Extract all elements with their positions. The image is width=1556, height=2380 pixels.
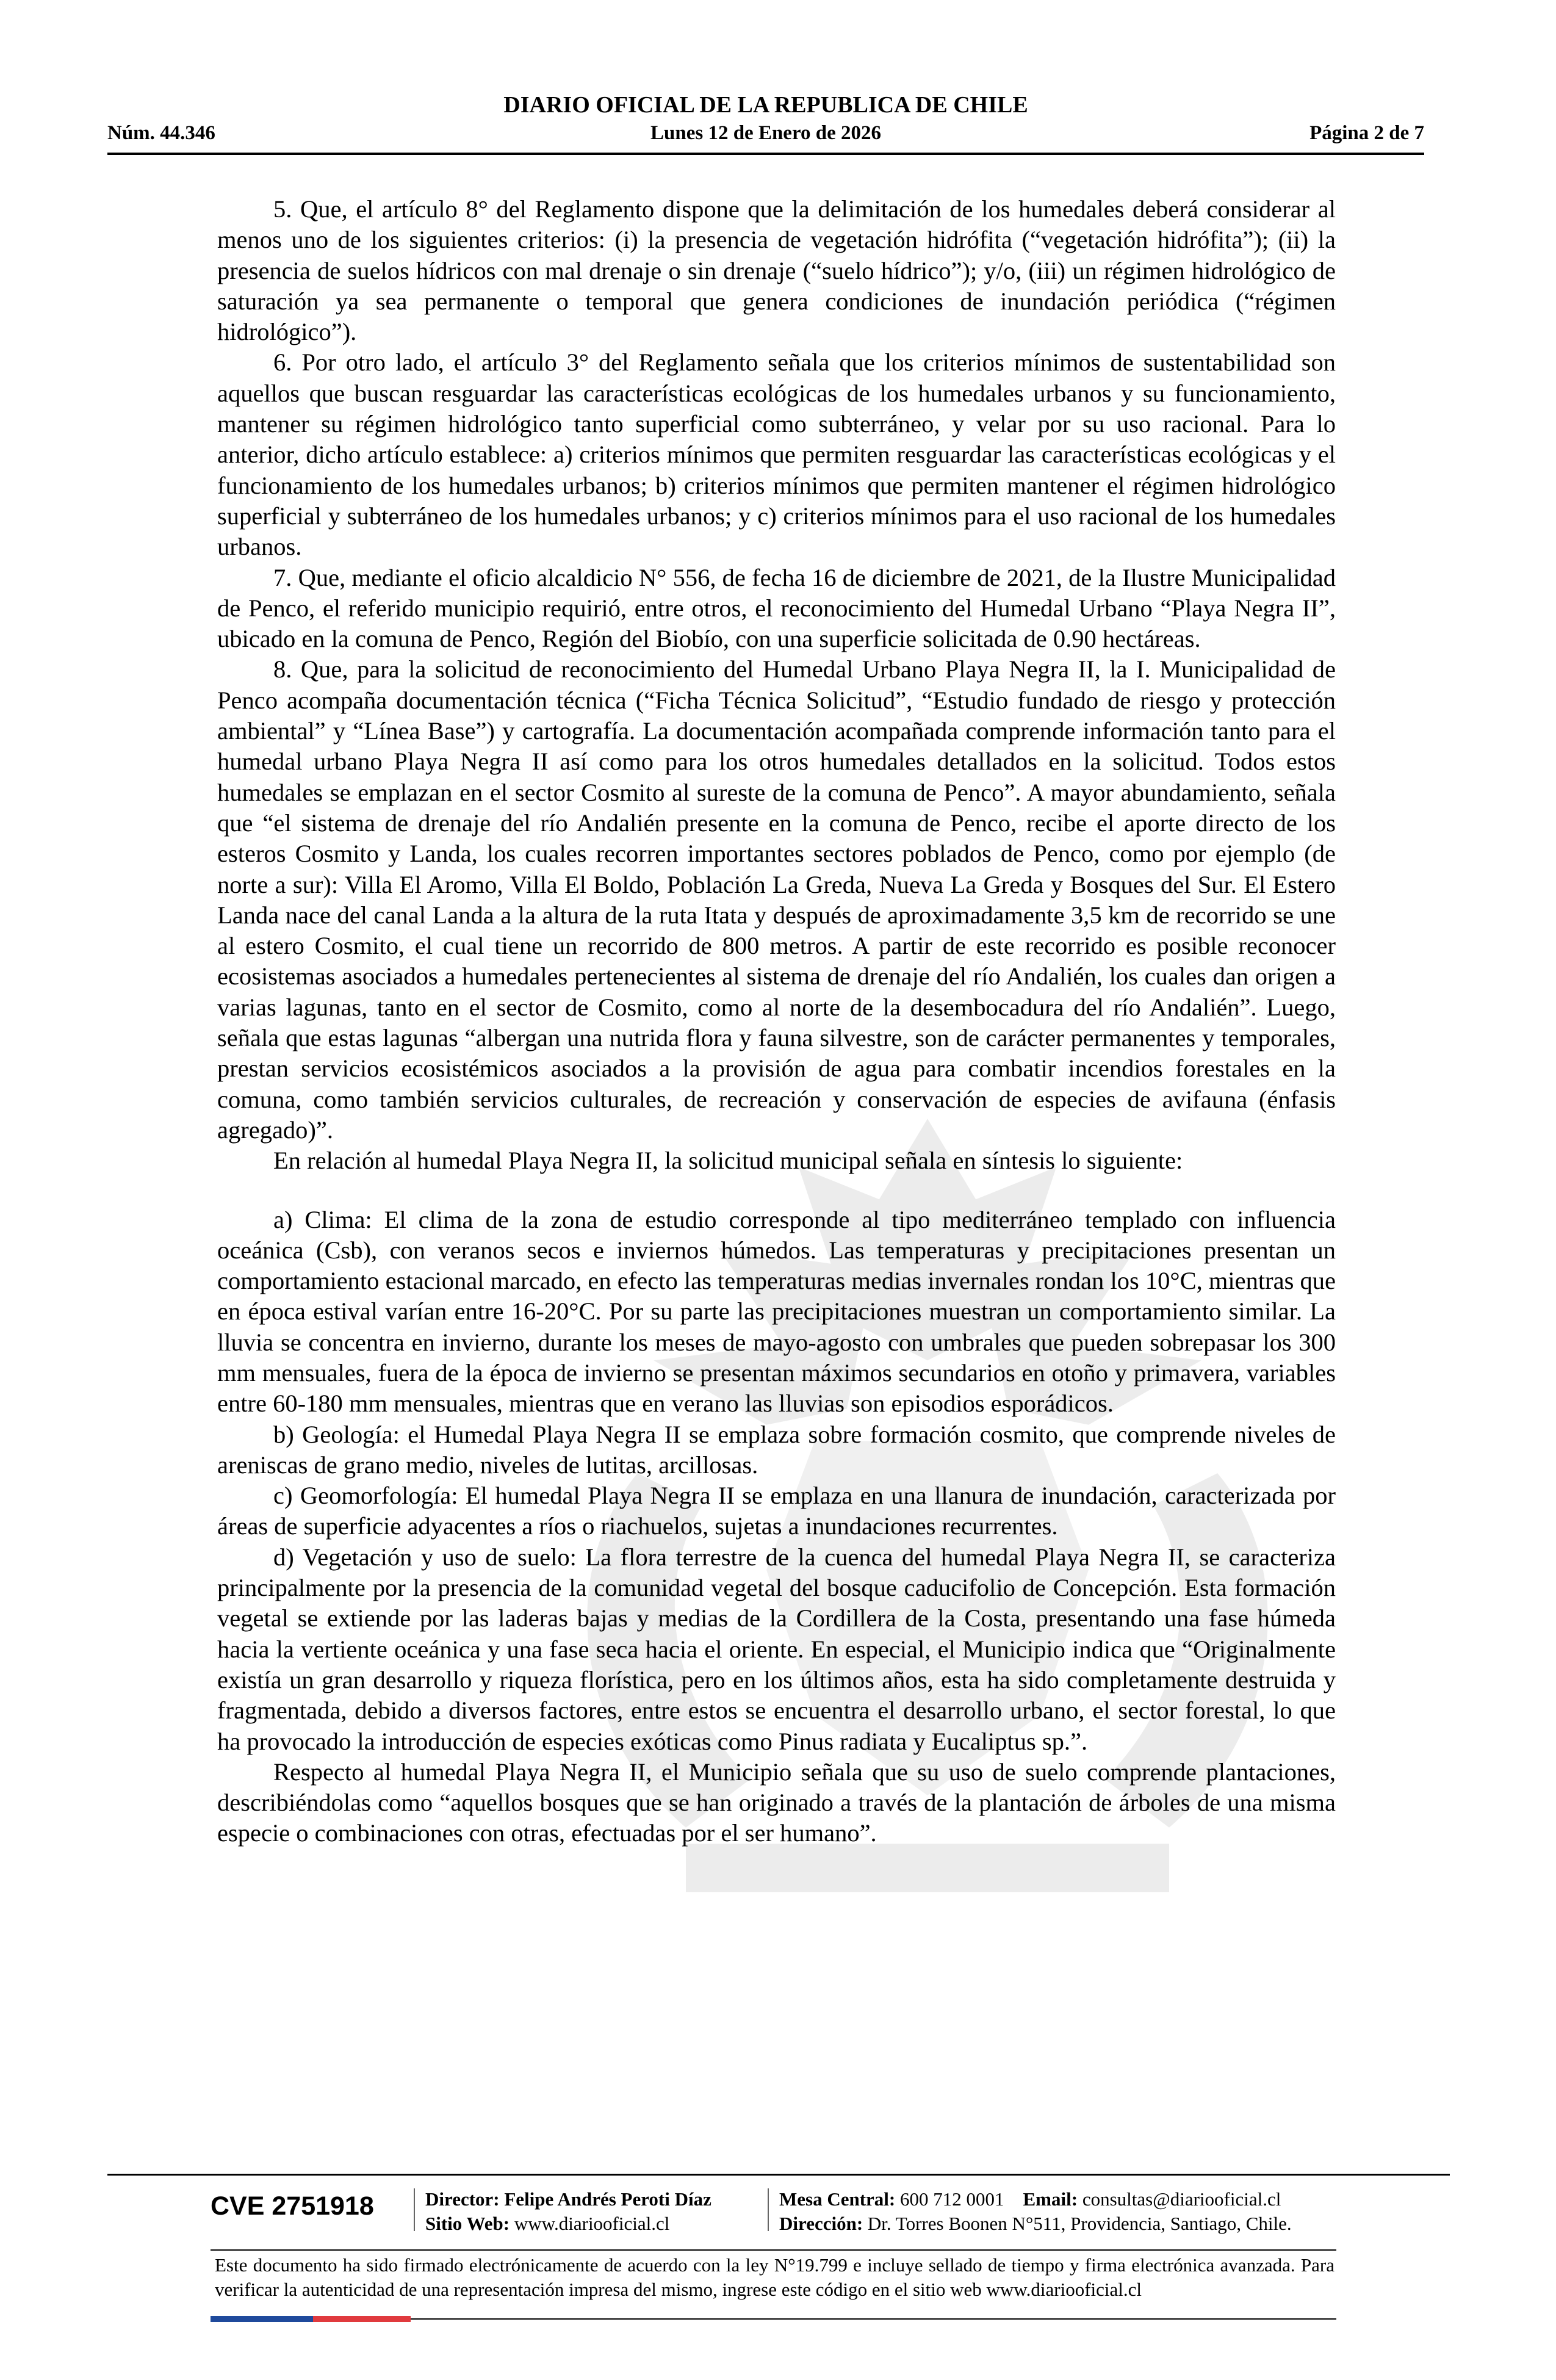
cve-code: CVE 2751918 xyxy=(211,2191,374,2221)
flag-stripe xyxy=(211,2316,1336,2322)
director-name: Felipe Andrés Peroti Díaz xyxy=(504,2188,711,2210)
paragraph-5: 5. Que, el artículo 8° del Reglamento dispone que la delimitación de los humedales deberá considerar al menos uno de los siguientes criterios: (i) la presencia de vegetación hidrófita (“vegetación hidrófita”); (ii) la presencia de suelos hídricos con mal drenaje o sin drenaje (“suelo hídrico”); y/o, (iii) un régimen hidrológico de saturación ya sea permanente o temporal que genera condiciones de inundación periódica (“régimen hidrológico”). xyxy=(217,195,1336,346)
director-label: Director: xyxy=(425,2188,500,2210)
email-link[interactable]: consultas@diariooficial.cl xyxy=(1082,2188,1281,2210)
footer-separator xyxy=(768,2188,769,2231)
flag-line xyxy=(411,2318,1336,2320)
document-body xyxy=(217,194,1336,1849)
footer-separator xyxy=(414,2188,415,2231)
paragraph-geomorfologia: c) Geomorfología: El humedal Playa Negra II se emplaza en una llanura de inundación, caracterizada por áreas de superficie adyacentes a ríos o riachuelos, sujetas a inundaciones recurrentes. xyxy=(217,1482,1336,1540)
address-value: Dr. Torres Boonen N°511, Providencia, Santiago, Chile. xyxy=(867,2213,1292,2234)
paragraph-uso-suelo: Respecto al humedal Playa Negra II, el Municipio señala que su uso de suelo comprende plantaciones, describiéndolas como “aquellos bosques que se han originado a través de la plantación de árboles de una misma especie o combinaciones con otras, efectuadas por el ser humano”. xyxy=(217,1758,1336,1847)
footer-divider xyxy=(211,2249,1336,2251)
electronic-signature-note: Este documento ha sido firmado electrónicamente de acuerdo con la ley N°19.799 e incluye sellado de tiempo y firma electrónica avanzada. Para verificar la autenticidad de una representación impresa del mismo, ingrese este código en el sitio web www.diariooficial.cl xyxy=(215,2254,1334,2300)
mesa-central-label: Mesa Central: xyxy=(779,2188,896,2210)
page-number: Página 2 de 7 xyxy=(1309,122,1424,144)
flag-blue-segment xyxy=(211,2316,313,2322)
mesa-central-phone: 600 712 0001 xyxy=(900,2188,1004,2210)
paragraph-clima: a) Clima: El clima de la zona de estudio corresponde al tipo mediterráneo templado con influencia oceánica (Csb), con veranos secos e inviernos húmedos. Las temperaturas y precipitaciones presentan un comportamiento estacional marcado, en efecto las temperaturas medias invernales rondan los 10°C, mientras que en época estival varían entre 16-20°C. Por su parte las precipitaciones muestran un comportamiento similar. La lluvia se concentra en invierno, durante los meses de mayo-agosto con umbrales que pueden sobrepasar los 300 mm mensuales, fuera de la época de invierno se presentan máximos secundarios en otoño y primavera, variables entre 60-180 mm mensuales, mientras que en verano las lluvias son episodios esporádicos. xyxy=(217,1205,1336,1418)
issue-date: Lunes 12 de Enero de 2026 xyxy=(650,122,882,144)
paragraph-vegetacion: d) Vegetación y uso de suelo: La flora terrestre de la cuenca del humedal Playa Negra II, se caracteriza principalmente por la presencia de la comunidad vegetal del bosque caducifolio de Concepción. Esta formación vegetal se extiende por las laderas bajas y medias de la Cordillera de la Costa, presentando una fase húmeda hacia la vertiente oceánica y una fase seca hacia el oriente. En especial, el Municipio indica que “Originalmente existía un gran desarrollo y riqueza florística, pero en los últimos años, esta ha sido completamente destruida y fragmentada, debido a diversos factores, entre estos se encuentra el desarrollo urbano, el sector forestal, lo que ha provocado la introducción de especies exóticas como Pinus radiata y Eucaliptus sp.”. xyxy=(217,1543,1336,1755)
website-link[interactable]: www.diariooficial.cl xyxy=(514,2213,670,2234)
header-divider xyxy=(107,153,1424,155)
paragraph-summary-intro: En relación al humedal Playa Negra II, la solicitud municipal señala en síntesis lo siguiente: xyxy=(273,1147,1183,1175)
address-label: Dirección: xyxy=(779,2213,863,2234)
paragraph-6: 6. Por otro lado, el artículo 3° del Reglamento señala que los criterios mínimos de sustentabilidad son aquellos que buscan resguardar las características ecológicas de los humedales urbanos y su funcionamiento, mantener su régimen hidrológico tanto superficial como subterráneo, y velar por su uso racional. Para lo anterior, dicho artículo establece: a) criterios mínimos que permiten resguardar las características ecológicas y el funcionamiento de los humedales urbanos; b) criterios mínimos que permiten mantener el régimen hidrológico superficial y subterráneo de los humedales urbanos; y c) criterios mínimos para el uso racional de los humedales urbanos. xyxy=(217,348,1336,561)
paragraph-7: 7. Que, mediante el oficio alcaldicio N° 556, de fecha 16 de diciembre de 2021, de la Ilustre Municipalidad de Penco, el referido municipio requirió, entre otros, el reconocimiento del Humedal Urbano “Playa Negra II”, ubicado en la comuna de Penco, Región del Biobío, con una superficie solicitada de 0.90 hectáreas. xyxy=(217,563,1336,653)
newspaper-title: DIARIO OFICIAL DE LA REPUBLICA DE CHILE xyxy=(503,92,1028,118)
paragraph-geologia: b) Geología: el Humedal Playa Negra II se emplaza sobre formación cosmito, que comprende niveles de areniscas de grano medio, niveles de lutitas, arcillosas. xyxy=(217,1420,1336,1479)
email-label: Email: xyxy=(1023,2188,1078,2210)
flag-red-segment xyxy=(313,2316,411,2322)
footer-director-info xyxy=(425,2187,711,2236)
issue-number: Núm. 44.346 xyxy=(107,122,215,144)
footer-contact-info xyxy=(779,2187,1292,2236)
website-label: Sitio Web: xyxy=(425,2213,510,2234)
footer-divider-top xyxy=(107,2174,1450,2176)
page-footer xyxy=(211,2182,1339,2249)
paragraph-8: 8. Que, para la solicitud de reconocimiento del Humedal Urbano Playa Negra II, la I. Municipalidad de Penco acompaña documentación técnica (“Ficha Técnica Solicitud”, “Estudio fundado de riesgo y protección ambiental” y “Línea Base”) y cartografía. La documentación acompañada comprende información tanto para el humedal urbano Playa Negra II así como para los otros humedales detallados en la solicitud. Todos estos humedales se emplazan en el sector Cosmito al sureste de la comuna de Penco”. A mayor abundamiento, señala que “el sistema de drenaje del río Andalién presente en la comuna de Penco, recibe el aporte directo de los esteros Cosmito y Landa, los cuales recorren importantes sectores poblados de Penco, como por ejemplo (de norte a sur): Villa El Aromo, Villa El Boldo, Población La Greda, Nueva La Greda y Bosques del Sur. El Estero Landa nace del canal Landa a la altura de la ruta Itata y después de aproximadamente 3,5 km de recorrido se une al estero Cosmito, el cual tiene un recorrido de 800 metros. A partir de este recorrido es posible reconocer ecosistemas asociados a humedales pertenecientes al sistema de drenaje del río Andalién, los cuales dan origen a varias lagunas, tanto en el sector de Cosmito, como al norte de la desembocadura del río Andalién”. Luego, señala que estas lagunas “albergan una nutrida flora y fauna silvestre, son de carácter permanentes y temporales, prestan servicios ecosistémicos asociados a la provisión de agua para combatir incendios forestales en la comuna, como también servicios culturales, de recreación y conservación de especies de avifauna (énfasis agregado)”. xyxy=(217,655,1336,1144)
